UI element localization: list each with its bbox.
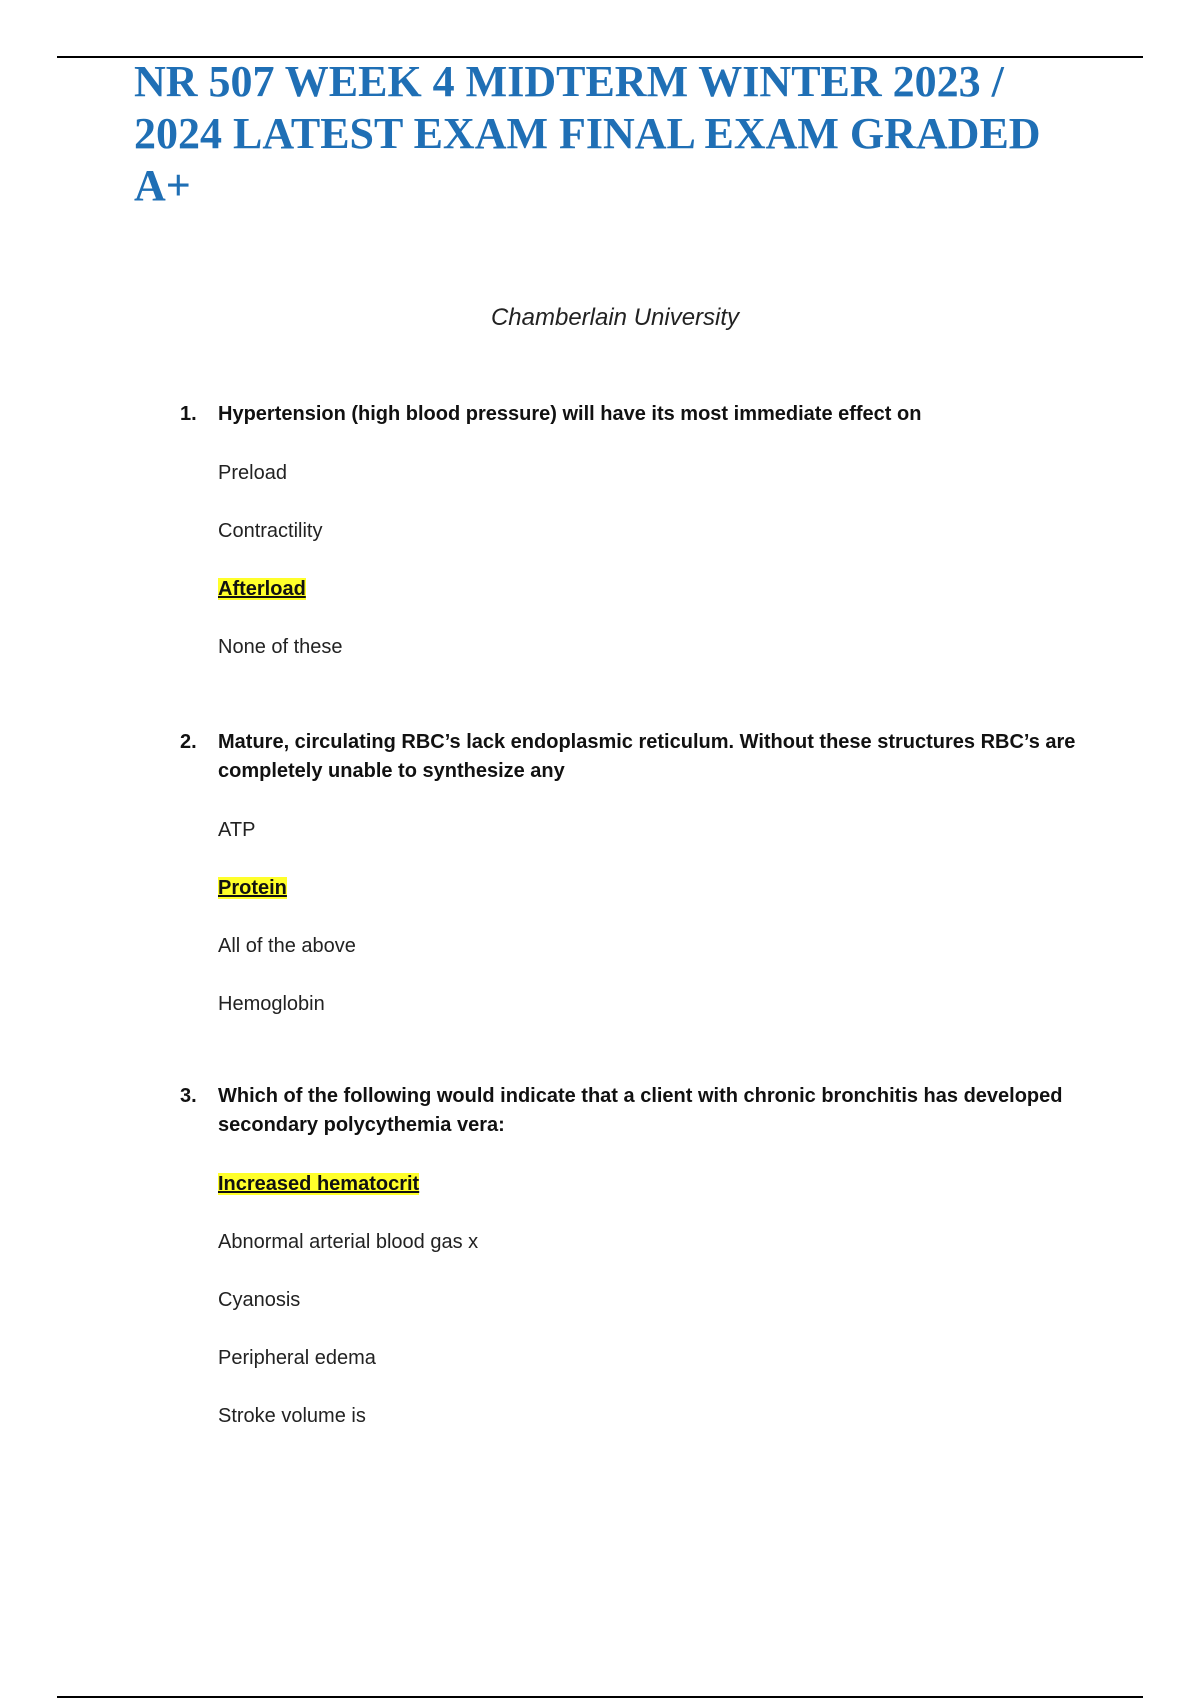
question-2: [180, 728, 1080, 1018]
answer-option: [218, 633, 1080, 661]
question-text: Which of the following would indicate that a client with chronic bronchitis has developed secondary polycythemia vera:: [218, 1085, 1063, 1136]
question-3: [180, 1082, 1080, 1430]
question-text: Mature, circulating RBC’s lack endoplasmic reticulum. Without these structures RBC’s are completely unable to synthesize any: [218, 731, 1076, 782]
answer-option: [218, 932, 1080, 960]
option-label: Peripheral edema: [218, 1347, 376, 1369]
option-label: Preload: [218, 462, 287, 484]
answer-option-correct: [218, 575, 1080, 603]
correct-answer-highlight: Protein: [218, 877, 287, 899]
answer-option: [218, 1228, 1080, 1256]
answer-options: [180, 1170, 1080, 1430]
option-label: None of these: [218, 636, 343, 658]
answer-option: [218, 459, 1080, 487]
option-label: Abnormal arterial blood gas x: [218, 1231, 479, 1253]
question-number: 1.: [180, 403, 197, 425]
option-label: ATP: [218, 819, 256, 841]
answer-option: [218, 1402, 1080, 1430]
answer-options: [180, 459, 1080, 661]
answer-option: [218, 1286, 1080, 1314]
option-label: Stroke volume is: [218, 1405, 366, 1427]
option-label: All of the above: [218, 935, 356, 957]
correct-answer-highlight: Increased hematocrit: [218, 1173, 420, 1195]
question-number: 2.: [180, 731, 197, 753]
bottom-rule: [57, 1696, 1143, 1698]
question-1: [180, 400, 1080, 661]
answer-option: [218, 517, 1080, 545]
question-text: Hypertension (high blood pressure) will have its most immediate effect on: [218, 403, 922, 425]
question-header: [180, 400, 1080, 429]
document-title: NR 507 WEEK 4 MIDTERM WINTER 2023 / 2024 LATEST EXAM FINAL EXAM GRADED A+: [134, 57, 1041, 210]
option-label: Cyanosis: [218, 1289, 301, 1311]
answer-option-correct: [218, 1170, 1080, 1198]
answer-option: [218, 990, 1080, 1018]
option-label: Contractility: [218, 520, 323, 542]
answer-option: [218, 1344, 1080, 1372]
institution-name: Chamberlain University: [490, 304, 740, 331]
correct-answer-highlight: Afterload: [218, 578, 306, 600]
answer-options: [180, 816, 1080, 1018]
answer-option: [218, 816, 1080, 844]
question-header: [180, 1082, 1080, 1140]
answer-option-correct: [218, 874, 1080, 902]
option-label: Hemoglobin: [218, 993, 325, 1015]
question-number: 3.: [180, 1085, 197, 1107]
question-header: [180, 728, 1080, 786]
